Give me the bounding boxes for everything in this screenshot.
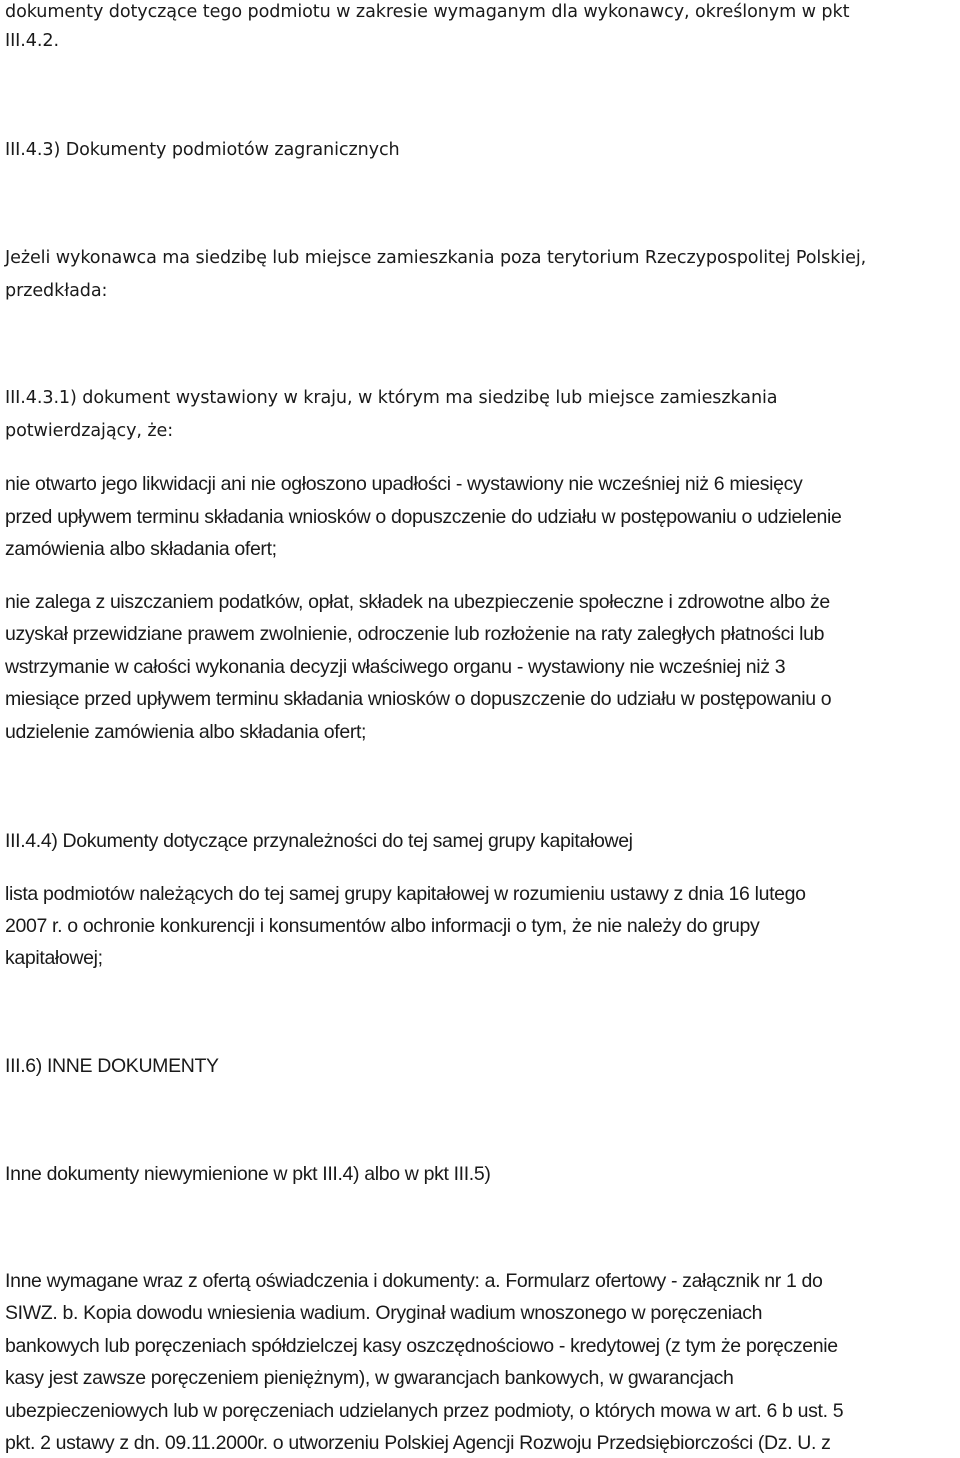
section-heading: III.4.4) Dokumenty dotyczące przynależności do tej samej grupy kapitałowej <box>5 830 633 852</box>
text-line: potwierdzający, że: <box>5 421 174 441</box>
text-line: przed upływem terminu składania wniosków o dopuszczenie do udziału w postępowaniu o udzielenie <box>5 506 842 528</box>
text-line: ubezpieczeniowych lub w poręczeniach udzielanych przez podmioty, o których mowa w art. 6 b ust. 5 <box>5 1400 844 1422</box>
text-line: udzielenie zamówienia albo składania ofert; <box>5 721 367 743</box>
text-line: nie zalega z uiszczaniem podatków, opłat, składek na ubezpieczenie społeczne i zdrowotne albo że <box>5 591 830 613</box>
text-line: dokumenty dotyczące tego podmiotu w zakresie wymaganym dla wykonawcy, określonym w pkt <box>5 2 850 22</box>
text-line: miesiące przed upływem terminu składania wniosków o dopuszczenie do udziału w postępowaniu o <box>5 688 832 710</box>
text-line: 2007 r. o ochronie konkurencji i konsumentów albo informacji o tym, że nie należy do grupy <box>5 915 760 937</box>
text-line: wstrzymanie w całości wykonania decyzji właściwego organu - wystawiony nie wcześniej niż 3 <box>5 656 786 678</box>
section-heading: III.4.3.1) dokument wystawiony w kraju, w którym ma siedzibę lub miejsce zamieszkania <box>5 388 778 408</box>
text-line: nie otwarto jego likwidacji ani nie ogłoszono upadłości - wystawiony nie wcześniej niż 6 miesięcy <box>5 473 803 495</box>
text-line: III.4.2. <box>5 31 59 51</box>
text-line: pkt. 2 ustawy z dn. 09.11.2000r. o utworzeniu Polskiej Agencji Rozwoju Przedsiębiorczości (Dz. U. z <box>5 1432 831 1454</box>
text-line: uzyskał przewidziane prawem zwolnienie, odroczenie lub rozłożenie na raty zaległych płatności lub <box>5 623 825 645</box>
text-line: Inne wymagane wraz z ofertą oświadczenia i dokumenty: a. Formularz ofertowy - załącznik nr 1 do <box>5 1270 823 1292</box>
text-line: Jeżeli wykonawca ma siedzibę lub miejsce zamieszkania poza terytorium Rzeczypospolitej Polskiej, <box>5 248 867 268</box>
text-line: bankowych lub poręczeniach spółdzielczej kasy oszczędnościowo - kredytowej (z tym że poręczenie <box>5 1335 838 1357</box>
section-heading: III.4.3) Dokumenty podmiotów zagranicznych <box>5 140 400 160</box>
text-line: lista podmiotów należących do tej samej grupy kapitałowej w rozumieniu ustawy z dnia 16 lutego <box>5 883 806 905</box>
section-heading: III.6) INNE DOKUMENTY <box>5 1055 219 1077</box>
text-line: kasy jest zawsze poręczeniem pieniężnym), w gwarancjach bankowych, w gwarancjach <box>5 1367 734 1389</box>
text-line: SIWZ. b. Kopia dowodu wniesienia wadium. Oryginał wadium wnoszonego w poręczeniach <box>5 1302 763 1324</box>
text-line: Inne dokumenty niewymienione w pkt III.4) albo w pkt III.5) <box>5 1163 491 1185</box>
text-line: zamówienia albo składania ofert; <box>5 538 277 560</box>
text-line: kapitałowej; <box>5 947 103 969</box>
text-line: przedkłada: <box>5 281 108 301</box>
